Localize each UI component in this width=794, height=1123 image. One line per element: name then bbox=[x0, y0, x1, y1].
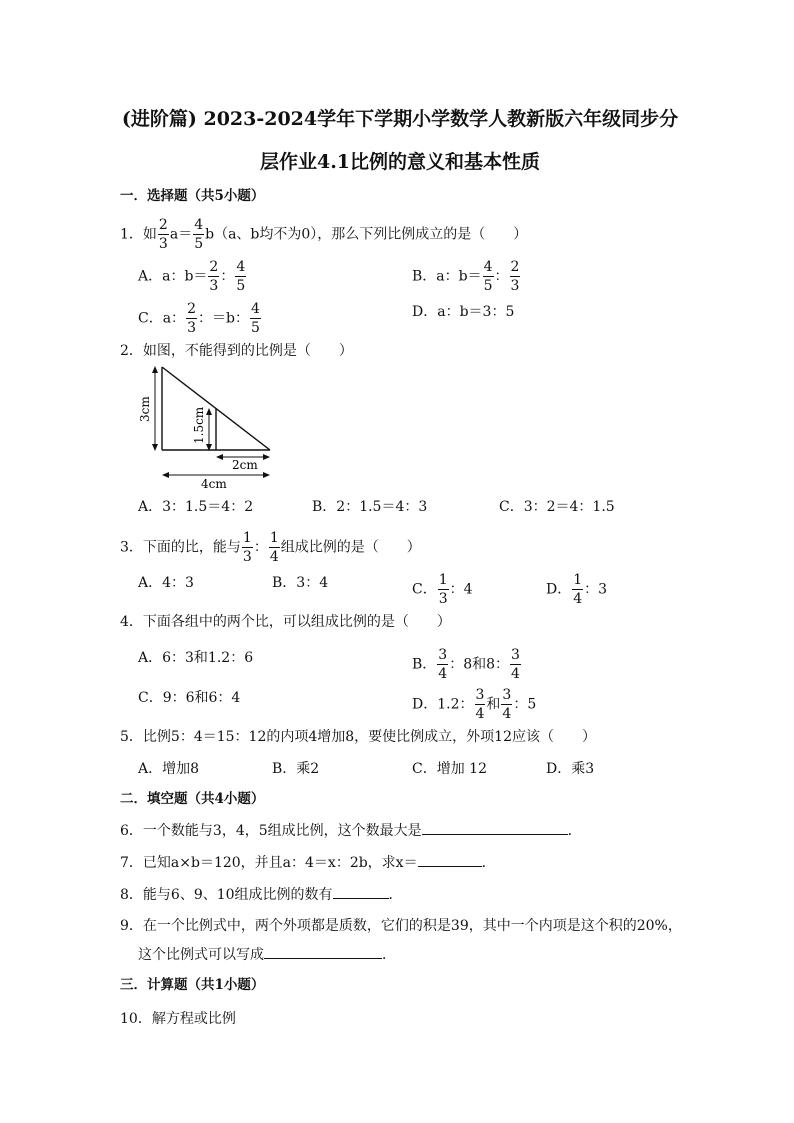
q2-option-a[interactable]: A．3：1.5＝4：2 bbox=[138, 499, 254, 515]
q5-option-c[interactable]: C．增加 12 bbox=[412, 761, 487, 777]
q2-option-b[interactable]: B．2：1.5＝4：3 bbox=[312, 499, 428, 515]
q4-option-d[interactable]: D．1.2： $\frac{3}{4}$ 和 $\frac{3}{4}$ ：5 bbox=[412, 687, 537, 722]
triangle-figure bbox=[135, 360, 285, 495]
q3-option-c[interactable]: C． $\frac{1}{3}$ ：4 bbox=[412, 572, 473, 607]
question-9-line-1: 9．在一个比例式中，两个外项都是质数，它们的积是39，其中一个内项是这个积的20%， bbox=[120, 918, 682, 934]
answer-blank[interactable] bbox=[333, 884, 389, 899]
answer-blank[interactable] bbox=[422, 820, 568, 835]
page-title-line-2: 层作业4.1比例的意义和基本性质 bbox=[259, 151, 541, 173]
q5-option-d[interactable]: D．乘3 bbox=[546, 761, 595, 777]
question-6: 6．一个数能与3，4，5组成比例，这个数最大是 ． bbox=[120, 820, 582, 841]
label-1-5cm: 1.5cm bbox=[192, 406, 206, 444]
q1-option-b[interactable]: B．a：b＝ $\frac{4}{5}$ ： $\frac{2}{3}$ bbox=[412, 259, 520, 294]
label-2cm: 2cm bbox=[232, 458, 258, 472]
question-4: 4．下面各组中的两个比，可以组成比例的是（ ） bbox=[120, 614, 451, 630]
question-3: 3．下面的比，能与 $\frac{1}{3}$ ： $\frac{1}{4}$ 组成比例的是（ ） bbox=[120, 530, 421, 565]
q3-option-a[interactable]: A．4：3 bbox=[138, 575, 194, 591]
question-1: 1．如 $\frac{2}{3}$ a＝ $\frac{4}{5}$ b（a、b均不为0），那么下列比例成立的是（ ） bbox=[120, 217, 528, 252]
fraction: $\frac{4}{5}$ bbox=[194, 217, 204, 252]
q5-option-a[interactable]: A．增加8 bbox=[138, 761, 200, 777]
q4-option-a[interactable]: A．6：3和1.2：6 bbox=[138, 650, 254, 666]
q3-option-d[interactable]: D． $\frac{1}{4}$ ：3 bbox=[546, 572, 608, 607]
fraction: $\frac{2}{3}$ bbox=[158, 217, 168, 252]
question-10: 10．解方程或比例 bbox=[120, 1011, 236, 1027]
answer-blank[interactable] bbox=[418, 852, 482, 867]
section-heading-calc: 三．计算题（共1小题） bbox=[120, 977, 265, 993]
question-8: 8．能与6、9、10组成比例的数有 ． bbox=[120, 884, 403, 905]
q4-option-c[interactable]: C．9：6和6：4 bbox=[138, 690, 241, 706]
question-9-line-2: 这个比例式可以写成 ． bbox=[138, 944, 396, 965]
q1-option-c[interactable]: C．a： $\frac{2}{3}$ ：＝b： $\frac{4}{5}$ bbox=[138, 301, 260, 336]
question-2: 2．如图，不能得到的比例是（ ） bbox=[120, 343, 353, 359]
q4-option-b[interactable]: B． $\frac{3}{4}$ ：8和8： $\frac{3}{4}$ bbox=[412, 647, 520, 682]
q3-option-b[interactable]: B．3：4 bbox=[272, 575, 329, 591]
section-heading-fill: 二．填空题（共4小题） bbox=[120, 791, 265, 807]
answer-blank[interactable] bbox=[264, 944, 382, 959]
page-title-line-1: (进阶篇) 2023-2024学年下学期小学数学人教新版六年级同步分 bbox=[121, 108, 679, 130]
label-3cm: 3cm bbox=[138, 396, 152, 422]
label-4cm: 4cm bbox=[201, 477, 227, 491]
q1-option-a[interactable]: A．a：b＝ $\frac{2}{3}$ ： $\frac{4}{5}$ bbox=[138, 259, 246, 294]
question-5: 5．比例5：4＝15：12的内项4增加8，要使比例成立，外项12应该（ ） bbox=[120, 729, 596, 745]
q1-option-d[interactable]: D．a：b＝3：5 bbox=[412, 304, 515, 320]
section-heading-choice: 一．选择题（共5小题） bbox=[120, 188, 265, 204]
q5-option-b[interactable]: B．乘2 bbox=[272, 761, 320, 777]
q2-option-c[interactable]: C．3：2＝4：1.5 bbox=[499, 499, 615, 515]
question-7: 7．已知a×b＝120，并且a：4＝x：2b，求x＝ ． bbox=[120, 852, 496, 873]
